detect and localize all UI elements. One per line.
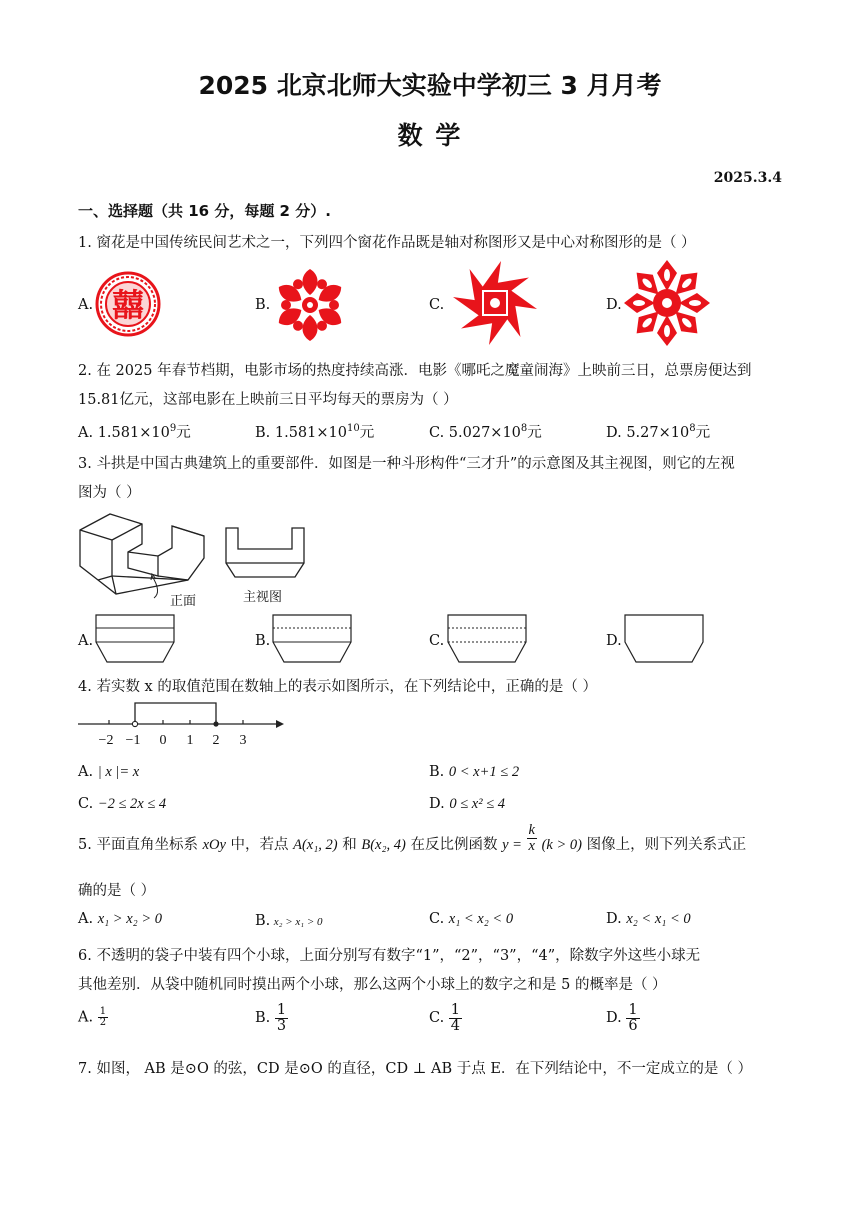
- q4-option-a-text: | x |= x: [97, 764, 140, 780]
- label-front: 正面: [170, 594, 197, 609]
- q5-point-b: B(x₂, 4): [361, 837, 406, 853]
- q7-stem: 7. 如图， AB 是⊙O 的弦，CD 是⊙O 的直径，CD ⊥ AB 于点 E．在下列结论中，不一定成立的是（ ）: [78, 1061, 753, 1077]
- q1-option-d-label: D.: [606, 297, 622, 313]
- q6-option-c-num: 1: [450, 1002, 461, 1018]
- q6-option-b-num: 1: [276, 1002, 287, 1018]
- q3-option-c-label: C.: [429, 633, 445, 649]
- q5-stem-c: 中，若点: [230, 837, 289, 853]
- page-title: 2025 北京北师大实验中学初三 3 月月考: [198, 71, 662, 100]
- window-flower-double-happiness-image: [96, 261, 160, 347]
- q5-func-den: x: [528, 837, 535, 854]
- q5-option-a-label: A.: [78, 911, 94, 927]
- q2-option-a-exp: 9: [169, 423, 177, 435]
- tick-label: −1: [125, 733, 141, 748]
- subject-title: 数 学: [397, 121, 463, 150]
- main-view-sketch: [225, 527, 305, 579]
- q5-func-cond: (k > 0): [541, 837, 582, 853]
- q3-option-d-label: D.: [606, 633, 622, 649]
- q6-option-a-fraction: [98, 1007, 108, 1028]
- q5-option-b: [255, 913, 323, 929]
- q2-option-a-label: A.: [78, 425, 94, 441]
- q5-point-a: A(x₁, 2): [293, 837, 338, 853]
- q6-option-d: [606, 1003, 640, 1033]
- q6-option-c-fraction: [449, 1003, 462, 1033]
- q3-option-a-view: [95, 614, 175, 664]
- q6-stem-line2: 其他差别．从袋中随机同时摸出两个小球，那么这两个小球上的数字之和是 5 的概率是（ ）: [78, 977, 667, 993]
- q4-option-b-text: 0 < x+1 ≤ 2: [448, 764, 520, 780]
- q6-option-b-den: 3: [276, 1017, 287, 1034]
- q5-option-c-text: x₁ < x₂ < 0: [448, 911, 514, 927]
- q4-stem: 4. 若实数 x 的取值范围在数轴上的表示如图所示，在下列结论中，正确的是（ ）: [78, 679, 597, 695]
- window-flower-star-image: [624, 260, 710, 346]
- q5-stem-d: 和: [342, 837, 357, 853]
- q5-option-d-label: D.: [606, 911, 622, 927]
- q6-option-c-den: 4: [450, 1017, 461, 1034]
- q5-option-a: [78, 911, 162, 928]
- tick-label: 2: [212, 733, 220, 748]
- q6-stem-line1: 6. 不透明的袋子中装有四个小球，上面分别写有数字“1”，“2”，“3”，“4”，除数字外这些小球无: [78, 948, 701, 964]
- q5-stem-b: xOy: [202, 837, 226, 853]
- q3-stem-line2: 图为（ ）: [78, 485, 141, 501]
- q2-option-c-unit: 元: [527, 425, 542, 441]
- q6-option-d-num: 1: [628, 1002, 638, 1018]
- q5-func-fraction: [527, 823, 537, 853]
- q2-option-a: [78, 421, 191, 442]
- closed-endpoint-dot: [213, 721, 218, 726]
- q5-option-c: [429, 911, 513, 928]
- q2-option-d-label: D.: [606, 425, 622, 441]
- q2-option-d-base: 5.27×10: [626, 425, 690, 441]
- q4-option-c: [78, 796, 166, 813]
- tick-label: −2: [98, 733, 114, 748]
- label-main-view: 主视图: [243, 590, 283, 605]
- q2-option-b: [255, 421, 374, 442]
- q2-option-c: [429, 421, 542, 442]
- q4-option-d-text: 0 ≤ x² ≤ 4: [449, 796, 506, 812]
- tick-label: 0: [159, 733, 167, 748]
- q4-option-a-label: A.: [78, 764, 94, 780]
- q2-stem-line1: 2. 在 2025 年春节档期，电影市场的热度持续高涨．电影《哪吒之魔童闹海》上映前三日，总票房便达到: [78, 363, 752, 379]
- q2-option-b-unit: 元: [359, 425, 375, 441]
- section-heading: 一、选择题（共 16 分，每题 2 分）.: [78, 202, 331, 220]
- q6-option-d-fraction: [626, 1003, 639, 1033]
- q6-option-b: [255, 1003, 288, 1033]
- q4-option-c-label: C.: [78, 796, 94, 812]
- q2-option-c-label: C.: [429, 425, 445, 441]
- q4-option-b-label: B.: [429, 764, 445, 780]
- q1-option-b-label: B.: [255, 297, 271, 313]
- q2-option-a-base: 1.581×10: [97, 425, 170, 441]
- q3-option-b-label: B.: [255, 633, 271, 649]
- q2-option-b-exp: 10: [347, 423, 360, 435]
- window-flower-pinwheel-image: [452, 260, 538, 346]
- q5-func-num: k: [528, 822, 535, 838]
- q6-option-a-den: 2: [99, 1017, 107, 1028]
- q5-option-a-text: x₁ > x₂ > 0: [97, 911, 162, 927]
- tick-label: 1: [186, 733, 194, 748]
- tick-label: 3: [239, 733, 247, 748]
- q5-stem-e: 在反比例函数: [410, 837, 498, 853]
- exam-date: 2025.3.4: [713, 170, 782, 186]
- q2-option-a-unit: 元: [176, 425, 191, 441]
- number-line: [78, 700, 288, 750]
- q2-option-b-label: B.: [255, 425, 271, 441]
- q5-option-b-text: x₂ > x₁ > 0: [273, 916, 323, 928]
- q3-option-b-view: [272, 614, 352, 664]
- q3-option-d-view: [624, 614, 704, 664]
- q6-option-d-den: 6: [628, 1017, 638, 1034]
- q5-option-d: [606, 911, 691, 928]
- q6-option-a-num: 1: [99, 1006, 107, 1017]
- q4-option-d: [429, 796, 505, 813]
- q5-stem-line2: 确的是（ ）: [78, 883, 156, 899]
- q6-option-d-label: D.: [606, 1010, 622, 1026]
- double-happiness-glyph: 囍: [111, 286, 145, 324]
- q6-option-c-label: C.: [429, 1010, 445, 1026]
- q6-option-a-label: A.: [78, 1009, 94, 1026]
- q2-option-d: [606, 421, 710, 442]
- q4-option-d-label: D.: [429, 796, 445, 812]
- q5-stem-line1: [78, 822, 747, 854]
- q4-option-c-text: −2 ≤ 2x ≤ 4: [97, 796, 167, 812]
- q5-option-c-label: C.: [429, 911, 445, 927]
- q1-option-c-label: C.: [429, 297, 445, 313]
- q1-stem: 1. 窗花是中国传统民间艺术之一，下列四个窗花作品既是轴对称图形又是中心对称图形的是（ ）: [78, 235, 696, 251]
- q3-option-a-label: A.: [78, 633, 94, 649]
- window-flower-petals-image: [273, 268, 347, 342]
- q6-option-c: [429, 1003, 462, 1033]
- q5-func-y: y =: [502, 837, 522, 853]
- q5-stem-f: 图像上，则下列关系式正: [586, 837, 747, 853]
- q2-stem-line2: 15.81亿元，这部电影在上映前三日平均每天的票房为（ ）: [78, 392, 458, 408]
- q2-option-b-base: 1.581×10: [274, 425, 347, 441]
- q3-stem-line1: 3. 斗拱是中国古典建筑上的重要部件．如图是一种斗形构件“三才升”的示意图及其主视图，则它的左视: [78, 456, 735, 472]
- q1-option-a-label: A.: [78, 297, 94, 313]
- q3-option-c-view: [447, 614, 527, 664]
- q2-option-c-exp: 8: [520, 423, 528, 435]
- q4-option-a: [78, 764, 139, 781]
- q2-option-d-unit: 元: [695, 425, 711, 441]
- q6-option-a: [78, 1007, 108, 1028]
- open-endpoint-dot: [132, 721, 137, 726]
- q6-option-b-fraction: [275, 1003, 288, 1033]
- q5-stem-a: 5. 平面直角坐标系: [78, 837, 198, 853]
- q6-option-b-label: B.: [255, 1010, 271, 1026]
- q2-option-d-exp: 8: [689, 423, 696, 435]
- q2-option-c-base: 5.027×10: [448, 425, 521, 441]
- q5-option-d-text: x₂ < x₁ < 0: [626, 911, 691, 927]
- q4-option-b: [429, 764, 519, 781]
- q5-option-b-label: B.: [255, 913, 271, 929]
